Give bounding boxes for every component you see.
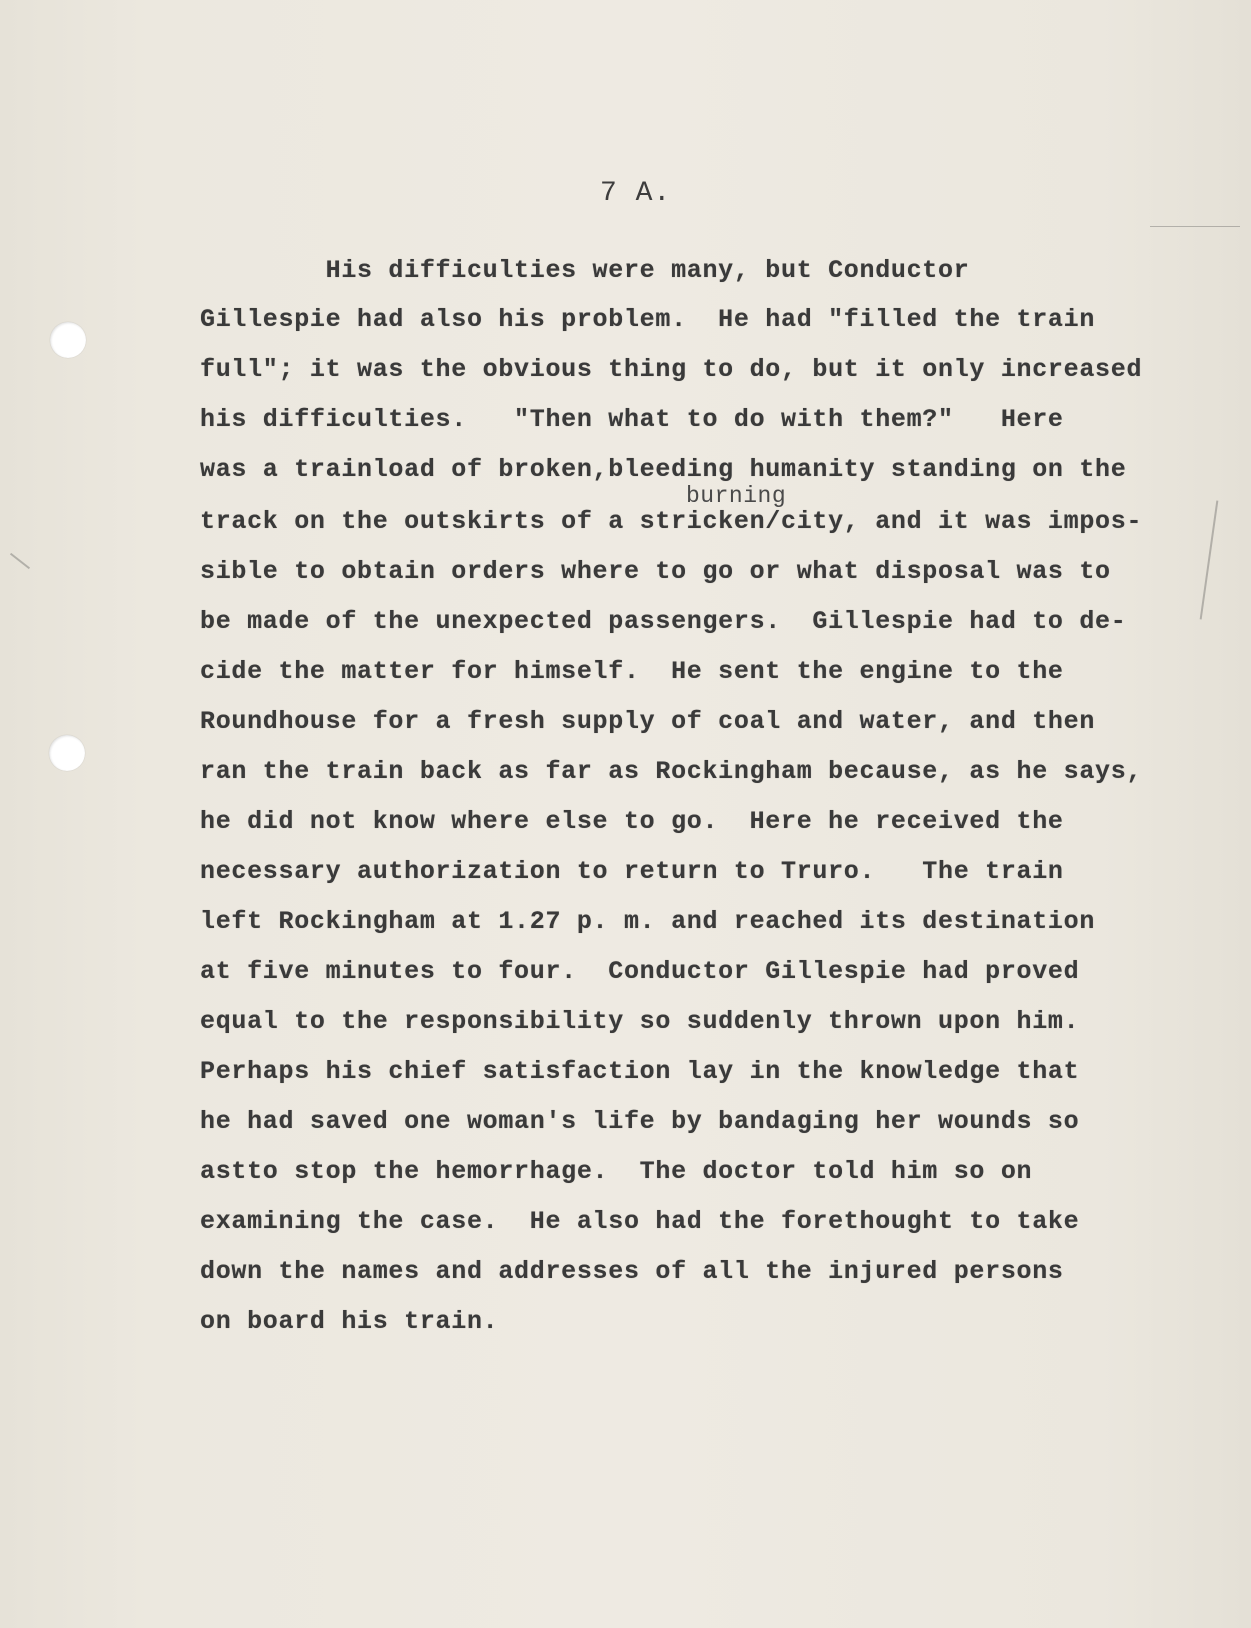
text-line-4: his difficulties. "Then what to do with them?" Here [200,405,1064,434]
text-line-6: track on the outskirts of a stricken/city, and it was impos- [200,507,1143,536]
text-line-19: astto stop the hemorrhage. The doctor told him so on [200,1157,1033,1186]
text-line-5: was a trainload of broken,bleeding humanity standing on the [200,455,1127,484]
text-line-11: ran the train back as far as Rockingham because, as he says, [200,757,1143,786]
text-line-10: Roundhouse for a fresh supply of coal and water, and then [200,707,1096,736]
paper-edge-mark-top-right [1150,226,1240,227]
text-line-14: left Rockingham at 1.27 p. m. and reached its destination [200,907,1096,936]
text-line-12: he did not know where else to go. Here he received the [200,807,1064,836]
page-number: 7 A. [600,178,672,209]
text-line-21: down the names and addresses of all the injured persons [200,1257,1064,1286]
handwritten-insertion: burning [686,483,787,509]
paper-edge-mark-left [10,553,30,569]
text-line-15: at five minutes to four. Conductor Gillespie had proved [200,957,1080,986]
text-line-16: equal to the responsibility so suddenly thrown upon him. [200,1007,1080,1036]
punch-hole-bottom [49,735,85,771]
text-line-7: sible to obtain orders where to go or what disposal was to [200,557,1111,586]
text-line-17: Perhaps his chief satisfaction lay in the knowledge that [200,1057,1080,1086]
text-line-8: be made of the unexpected passengers. Gillespie had to de- [200,607,1127,636]
text-line-13: necessary authorization to return to Truro. The train [200,857,1064,886]
paper-edge-mark-right [1200,500,1219,619]
text-line-2: Gillespie had also his problem. He had "filled the train [200,305,1096,334]
text-line-3: full"; it was the obvious thing to do, but it only increased [200,355,1143,384]
punch-hole-top [50,322,86,358]
text-line-18: he had saved one woman's life by bandaging her wounds so [200,1107,1080,1136]
text-line-20: examining the case. He also had the forethought to take [200,1207,1080,1236]
text-line-1: His difficulties were many, but Conductor [200,256,970,285]
text-line-22: on board his train. [200,1307,499,1336]
text-line-9: cide the matter for himself. He sent the engine to the [200,657,1064,686]
